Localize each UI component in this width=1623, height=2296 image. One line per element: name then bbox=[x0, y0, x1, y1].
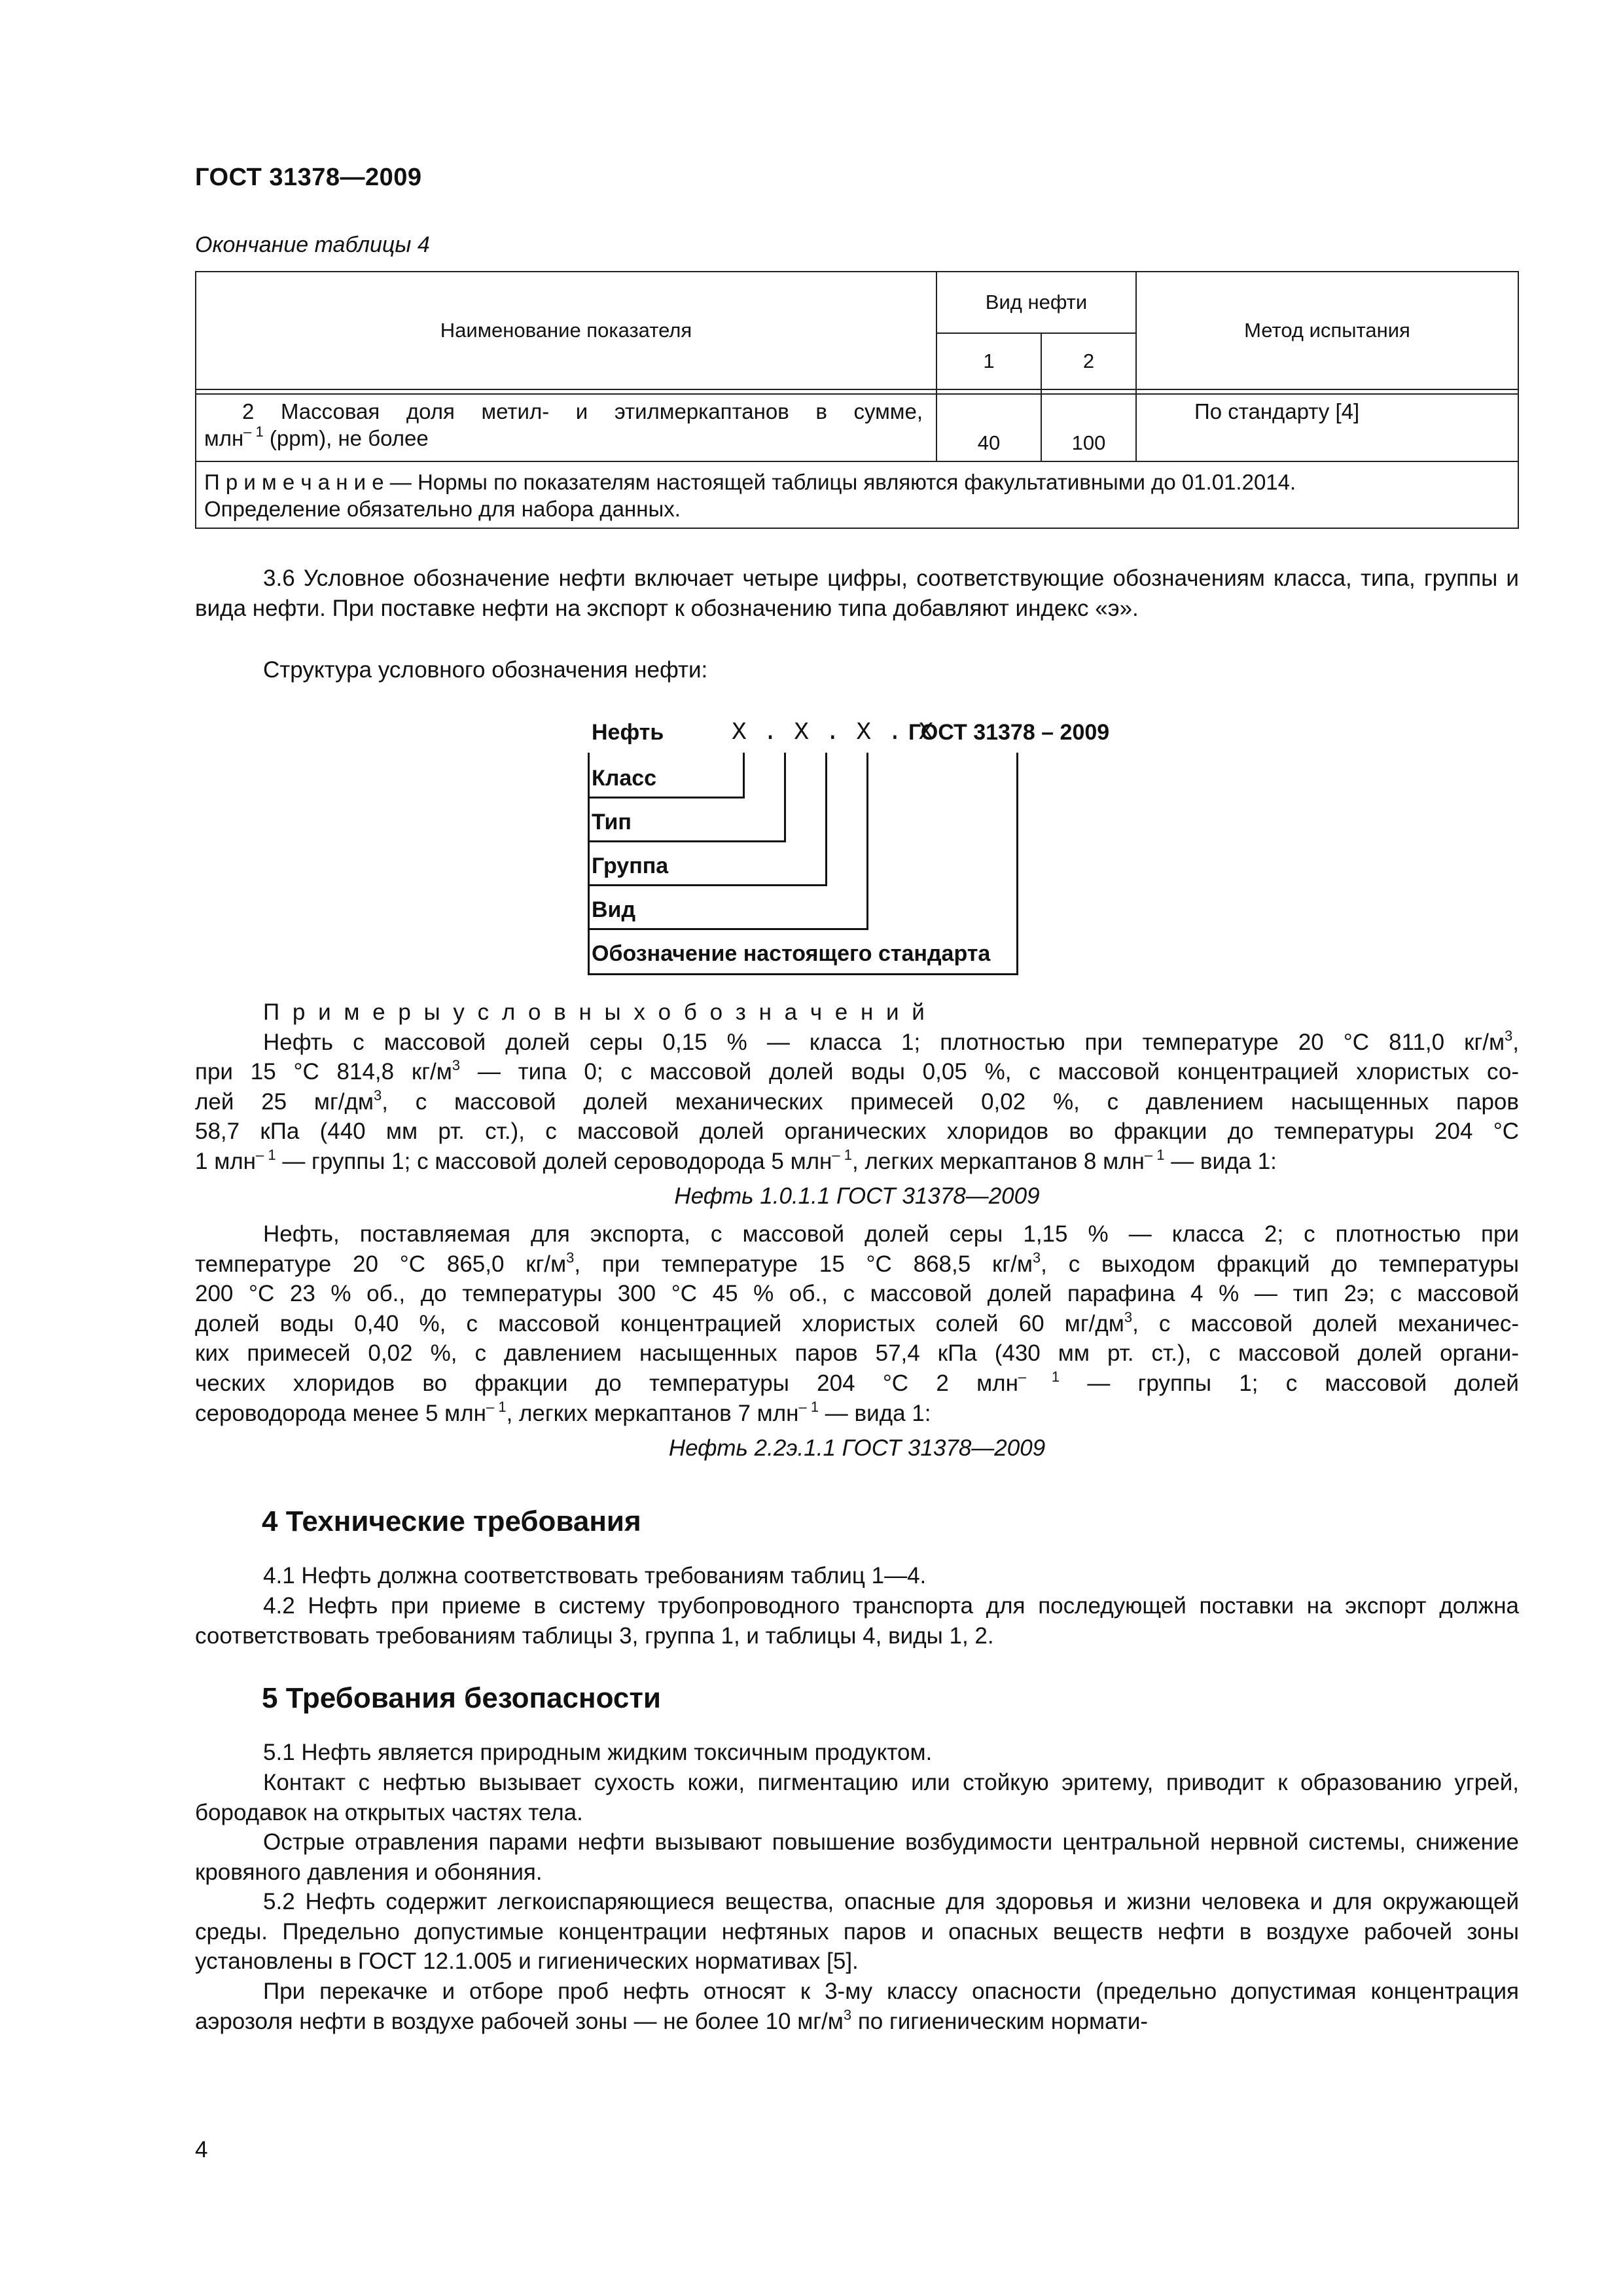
table-note-line1: П р и м е ч а н и е — Нормы по показателям настоящей таблицы являются факультативными до 01.01.2014. bbox=[204, 470, 1296, 494]
ex1-line4: 58,7 кПа (440 мм рт. ст.), с массовой долей органических хлоридов во фракции до температуры 204 °С bbox=[195, 1119, 1519, 1144]
ex2-line5: ких примесей 0,02 %, с давлением насыщенных паров 57,4 кПа (430 мм рт. ст.), с массовой долей органи- bbox=[195, 1340, 1519, 1366]
requirements-table bbox=[195, 271, 1519, 529]
para-5-2: 5.2 Нефть содержит легкоиспаряющиеся вещества, опасные для здоровья и жизни человека и для окружающей среды. Предельно допустимые концентрации нефтяных паров и опасных веществ нефти в воздухе рабочей зоны установлены в ГОСТ 12.1.005 и гигиенических нормативах [5]. bbox=[195, 1889, 1519, 1974]
row-name-line2: млн$^{- 1}$ (ppm), не более bbox=[204, 423, 429, 450]
table-note-line2: Определение обязательно для набора данных. bbox=[204, 497, 681, 521]
para-4-1: 4.1 Нефть должна соответствовать требованиям таблиц 1—4. bbox=[263, 1563, 927, 1588]
diagram-group-label: Группа bbox=[592, 853, 669, 878]
col-header-name: Наименование показателя bbox=[440, 319, 692, 342]
col-header-kind: Вид нефти bbox=[985, 291, 1088, 314]
ex1-line5: 1 млн$^{- 1}$ — группы 1; с массовой долей сероводорода 5 млн$^{- 1}$, легких меркаптанов 8 млн$^{- 1}$ — вида 1: bbox=[195, 1147, 1277, 1174]
document-header: ГОСТ 31378—2009 bbox=[195, 164, 422, 191]
para-5-1-contact: Контакт с нефтью вызывает сухость кожи, пигментацию или стойкую эритему, приводит к образованию угрей, бородавок на открытых частях тела. bbox=[195, 1770, 1519, 1825]
ex2-designation: Нефть 2.2э.1.1 ГОСТ 31378—2009 bbox=[668, 1435, 1046, 1461]
para-4-2: 4.2 Нефть при приеме в систему трубопроводного транспорта для последующей поставки на экспорт должна соответствовать требованиям таблицы 3, группа 1, и таблицы 4, виды 1, 2. bbox=[195, 1593, 1519, 1649]
ex2-line3: 200 °С 23 % об., до температуры 300 °С 45 % об., с массовой долей парафина 4 % — тип 2э; с массовой bbox=[195, 1281, 1519, 1306]
ex1-line1: Нефть с массовой долей серы 0,15 % — класса 1; плотностью при температуре 20 °С 811,0 $кг/м^3$, bbox=[263, 1028, 1519, 1055]
para-5-2-pumping: При перекачке и отборе проб нефть относят к 3-му классу опасности (предельно допустимая концентрация аэрозоля нефти в воздухе рабочей зоны — не более 10 $мг/м^3$ по гигиеническим нормати- bbox=[195, 1979, 1519, 2034]
col-header-kind-1: 1 bbox=[983, 350, 995, 372]
row-name-line1: 2 Массовая доля метил- и этилмеркаптанов в сумме, bbox=[242, 399, 923, 423]
ex2-line1: Нефть, поставляемая для экспорта, с массовой долей серы 1,15 % — класса 2; с плотностью при bbox=[263, 1221, 1519, 1247]
row-value-kind-1: 40 bbox=[977, 431, 1001, 454]
diagram-oil-label: Нефть bbox=[592, 720, 664, 745]
diagram-standard: ГОСТ 31378 – 2009 bbox=[908, 720, 1110, 745]
col-header-method: Метод испытания bbox=[1244, 319, 1410, 342]
ex2-line2: температуре 20 °С 865,0 $кг/м^3$, при температуре 15 °С 868,5 $кг/м^3$, с выходом фракций до температуры bbox=[195, 1249, 1519, 1277]
examples-heading: П р и м е р ы у с л о в н ы х о б о з н а ч е н и й bbox=[263, 999, 928, 1025]
table-caption: Окончание таблицы 4 bbox=[195, 232, 430, 257]
ex2-line6: ческих хлоридов во фракции до температуры 204 °С 2 млн$^{- 1}$ — группы 1; с массовой долей bbox=[195, 1369, 1519, 1396]
row-value-kind-2: 100 bbox=[1071, 431, 1106, 454]
para-3-6: 3.6 Условное обозначение нефти включает четыре цифры, соответствующие обозначениям класса, типа, группы и вида нефти. При поставке нефти на экспорт к обозначению типа добавляют индекс «э». bbox=[195, 565, 1519, 621]
ex1-designation: Нефть 1.0.1.1 ГОСТ 31378—2009 bbox=[674, 1183, 1040, 1209]
diagram-kind-label: Вид bbox=[592, 897, 636, 922]
diagram-code: Х . Х . Х . Х bbox=[732, 719, 935, 747]
diagram-type-label: Тип bbox=[592, 810, 632, 834]
para-5-1: 5.1 Нефть является природным жидким токсичным продуктом. bbox=[263, 1740, 933, 1765]
ex2-line7: сероводорода менее 5 млн$^{- 1}$, легких меркаптанов 7 млн$^{- 1}$ — вида 1: bbox=[195, 1399, 931, 1426]
para-5-1-poisoning: Острые отравления парами нефти вызывают повышение возбудимости центральной нервной системы, снижение кровяного давления и обоняния. bbox=[195, 1829, 1519, 1885]
ex1-line3: лей 25 $мг/дм^3$, с массовой долей механических примесей 0,02 %, с давлением насыщенных паров bbox=[195, 1087, 1519, 1115]
diagram-designation-label: Обозначение настоящего стандарта bbox=[592, 941, 991, 966]
ex1-line2: при 15 °С 814,8 $кг/м^3$ — типа 0; с массовой долей воды 0,05 %, с массовой концентрацией хлористых со- bbox=[195, 1057, 1519, 1085]
row-method: По стандарту [4] bbox=[1194, 399, 1360, 423]
page-number: 4 bbox=[195, 2137, 208, 2162]
ex2-line4: долей воды 0,40 %, с массовой концентрацией хлористых солей 60 $мг/дм^3$, с массовой долей механичес- bbox=[195, 1309, 1519, 1336]
col-header-kind-2: 2 bbox=[1082, 350, 1095, 372]
diagram-class-label: Класс bbox=[592, 766, 657, 791]
structure-intro: Структура условного обозначения нефти: bbox=[263, 657, 708, 683]
section-5-title: 5 Требования безопасности bbox=[262, 1682, 661, 1714]
section-4-title: 4 Технические требования bbox=[262, 1505, 641, 1537]
